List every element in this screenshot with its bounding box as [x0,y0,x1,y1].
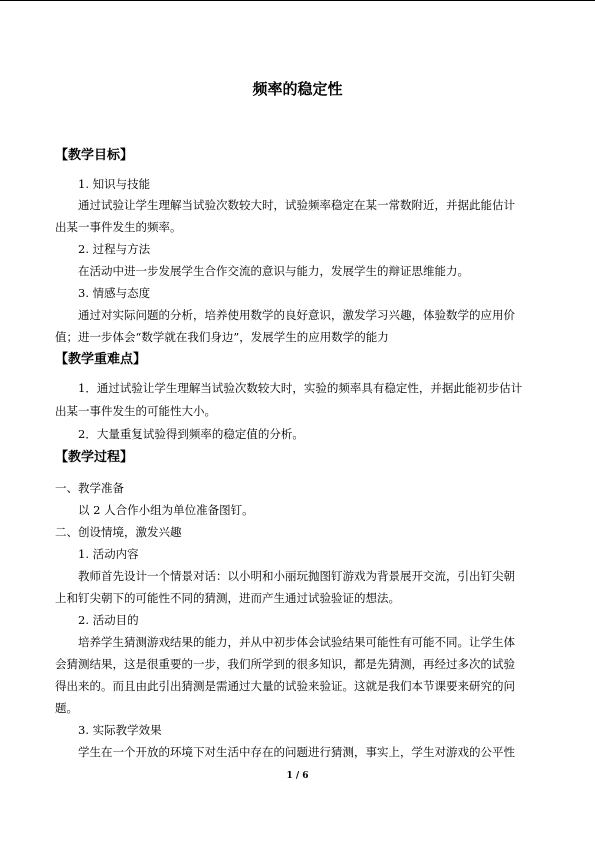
process-line: 会猜测结果，这是很重要的一步，我们所学到的很多知识，都是先猜测，再经过多次的试验 [55,657,515,671]
goals-line: 通过对实际问题的分析，培养使用数学的良好意识，激发学习兴趣，体验数学的应用价 [78,308,515,322]
process-line: 上和钉尖朝下的可能性不同的猜测，进而产生通过试验验证的想法。 [55,591,400,605]
section-heading-goals: 【教学目标】 [55,148,134,163]
goals-line: 2. 过程与方法 [78,242,151,256]
process-line: 3. 实际教学效果 [78,723,162,737]
process-line: 2. 活动目的 [78,613,139,627]
process-line: 1. 活动内容 [78,547,139,561]
section-heading-key-points: 【教学重难点】 [55,352,147,367]
key-points-line: 1．通过试验让学生理解当试验次数较大时，实验的频率具有稳定性，并据此能初步估计 [78,381,523,395]
goals-line: 通过试验让学生理解当试验次数较大时，试验频率稳定在某一常数附近，并据此能估计 [78,198,515,212]
goals-line: 在活动中进一步发展学生合作交流的意识与能力，发展学生的辩证思维能力。 [78,264,469,278]
process-line: 得出来的。而且由此引出猜测是需通过大量的试验来验证。这就是我们本节课要来研究的问 [55,679,515,693]
goals-line: 3. 情感与态度 [78,286,151,300]
process-line: 学生在一个开放的环境下对生活中存在的问题进行猜测，事实上，学生对游戏的公平性 [78,745,515,759]
goals-line: 1. 知识与技能 [78,177,151,191]
document-title: 频率的稳定性 [252,80,343,98]
page-number: 1 / 6 [286,771,309,781]
process-line: 题。 [55,701,78,715]
process-line: 一、教学准备 [55,481,124,495]
key-points-line: 出某一事件发生的可能性大小。 [55,404,216,418]
process-line: 二、创设情境，激发兴趣 [55,525,182,539]
process-line: 教师首先设计一个情景对话：以小明和小丽玩抛图钉游戏为背景展开交流，引出钉尖朝 [78,569,515,583]
top-rule [0,0,595,1]
section-heading-process: 【教学过程】 [55,450,134,465]
key-points-line: 2．大量重复试验得到频率的稳定值的分析。 [78,427,304,441]
goals-line: 出某一事件发生的频率。 [55,220,182,234]
goals-line: 值；进一步体会“数学就在我们身边”，发展学生的应用数学的能力 [55,330,389,344]
process-line: 培养学生猜测游戏结果的能力，并从中初步体会试验结果可能性有可能不同。让学生体 [78,635,515,649]
process-line: 以 2 人合作小组为单位准备图钉。 [78,503,254,517]
